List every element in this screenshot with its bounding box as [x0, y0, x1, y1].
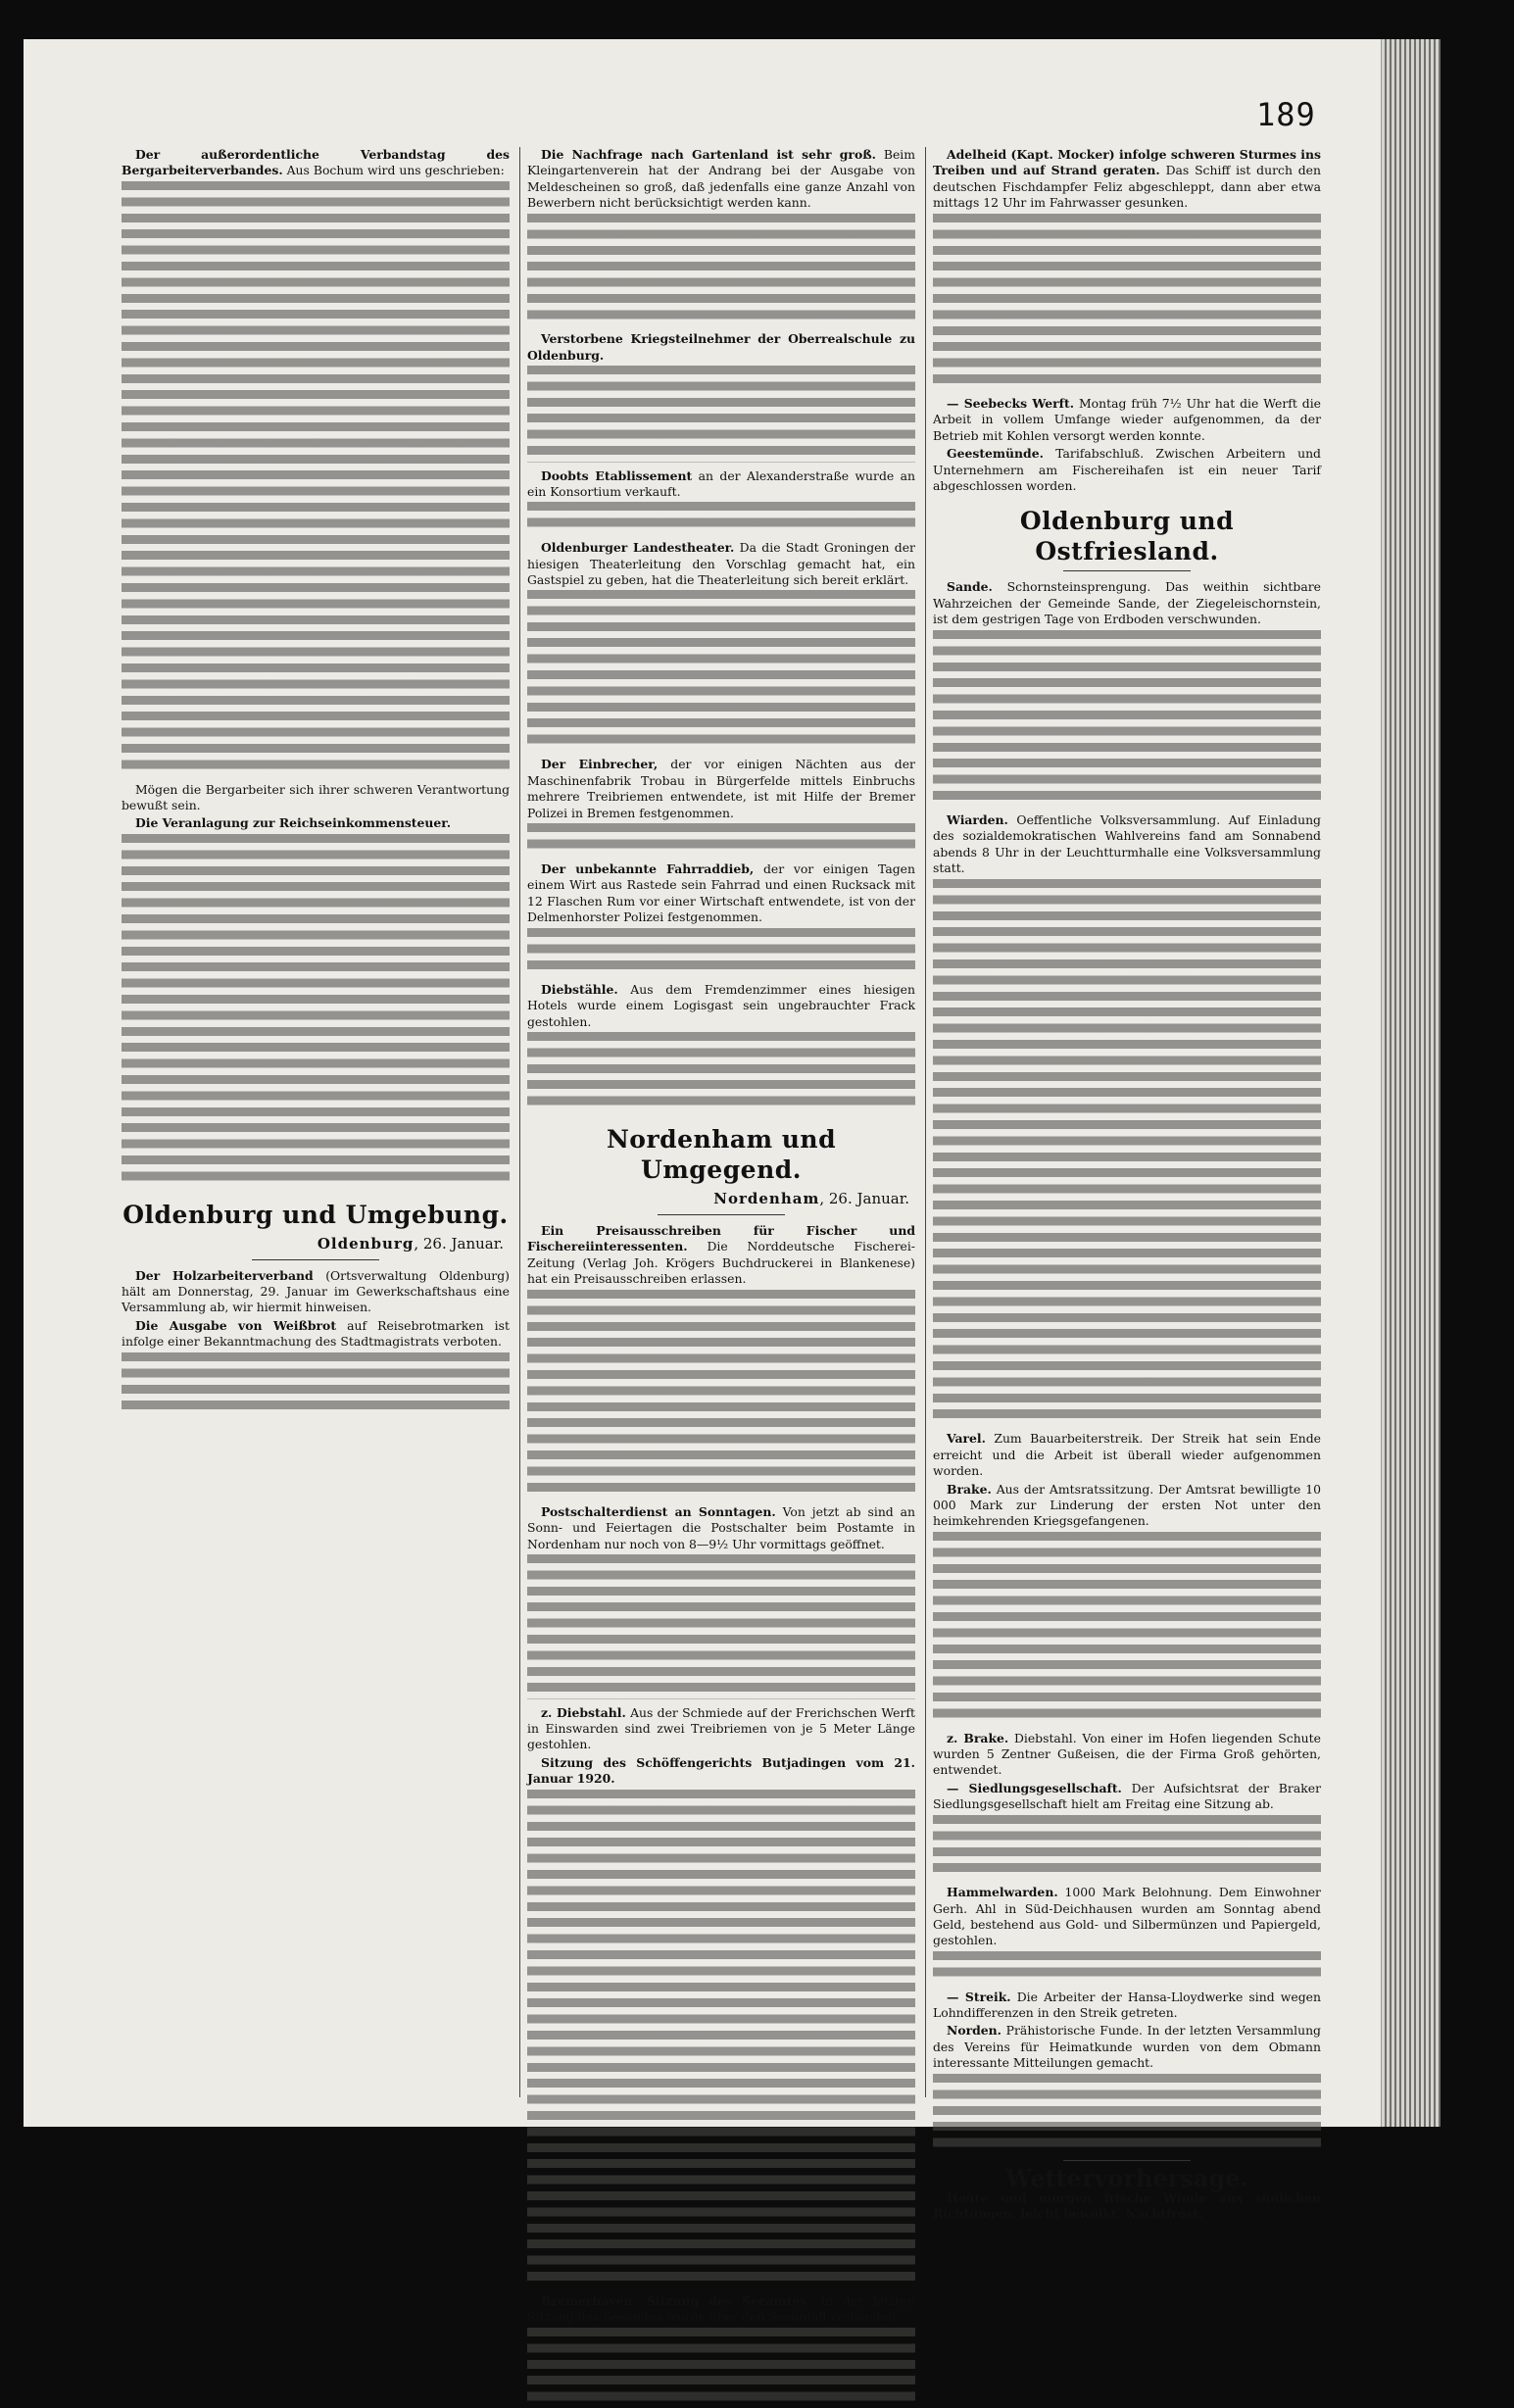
- article-paragraph: [933, 1990, 1321, 2022]
- article-lead: Varel.: [947, 1431, 986, 1447]
- article-lead: Der Einbrecher,: [541, 757, 659, 772]
- article-text: Diebstahl. Von einer im Hofen liegenden Schute wurden 5 Zentner Gußeisen, die der Firma Groß gehörten, entwendet.: [933, 1730, 1321, 1778]
- article-text: Mögen die Bergarbeiter sich ihrer schweren Verantwortung bewußt sein.: [122, 781, 510, 813]
- article-text: Die Arbeiter der Hansa-Lloydwerke sind wegen Lohndifferenzen in den Streik getreten.: [933, 1989, 1321, 2020]
- article-paragraph: [527, 147, 915, 212]
- illegible-text-block: [933, 1532, 1321, 1725]
- column-middle: [527, 147, 915, 2325]
- article-text: der vor einigen Tagen einem Wirt aus Rastede sein Fahrrad und einen Rucksack mit 12 Flaschen Rum vor einer Wirtschaft entwendete, ist von der Delmenhorster Polizei festgenommen.: [527, 860, 915, 925]
- weather-heading: Wettervorhersage.: [1005, 2163, 1248, 2192]
- section-rule: [1063, 2160, 1191, 2161]
- section-dateline: [122, 1234, 504, 1253]
- article-lead: Der außerordentliche Verbandstag des Bergarbeiterverbandes.: [122, 147, 510, 178]
- illegible-text-block: [527, 2328, 915, 2408]
- article-text: Aus der Amtsratssitzung. Der Amtsrat bewilligte 10 000 Mark zur Linderung der ersten Not unter den heimkehrenden Kriegsgefangenen.: [933, 1481, 1321, 1529]
- article-text: Das Schiff ist durch den deutschen Fischdampfer Feliz abgeschleppt, dann aber etwa mittags 12 Uhr im Fahrwasser gesunken.: [933, 163, 1321, 211]
- illegible-text-block: [527, 1290, 915, 1499]
- article-lead: Postschalterdienst an Sonntagen.: [541, 1503, 776, 1519]
- article-lead: Verstorbene Kriegsteilnehmer der Oberrealschule zu Oldenburg.: [527, 331, 915, 363]
- article-paragraph: [933, 579, 1321, 627]
- article-paragraph: [527, 1504, 915, 1552]
- section-rule: [1063, 570, 1191, 571]
- article-text: Prähistorische Funde. In der letzten Versammlung des Vereins für Heimatkunde wurden von dem Obmann interessante Mitteilungen gemacht.: [933, 2023, 1321, 2071]
- article-paragraph: [933, 396, 1321, 444]
- article-lead: Diebstähle.: [541, 981, 618, 997]
- article-lead: Geestemünde.: [947, 446, 1044, 462]
- article-paragraph: [527, 540, 915, 588]
- article-paragraph: [933, 1482, 1321, 1530]
- weather-forecast: Heute und morgen frische Winde aus südlichen Richtungen, leicht bewölkt, Nachtfrost.: [933, 2190, 1321, 2222]
- article-paragraph: [527, 861, 915, 926]
- illegible-text-block: [122, 181, 510, 776]
- illegible-text-block: [527, 1790, 915, 2287]
- article-paragraph: [527, 757, 915, 821]
- article-lead: Oldenburger Landestheater.: [541, 540, 735, 556]
- article-lead: Hammelwarden.: [947, 1885, 1058, 1900]
- section-heading: Oldenburg und Umgebung.: [122, 1200, 509, 1229]
- article-text: Tarifabschluß. Zwischen Arbeitern und Unternehmern am Fischereihafen ist ein neuer Tarif abgeschlossen worden.: [933, 446, 1321, 494]
- article-lead: Sitzung des Schöffengerichts Butjadingen vom 21. Januar 1920.: [527, 1754, 915, 1787]
- dateline-place: Nordenham: [713, 1189, 820, 1207]
- article-lead: Der unbekannte Fahrraddieb,: [541, 860, 755, 876]
- article-lead: — Siedlungsgesellschaft.: [947, 1780, 1122, 1795]
- article-text: In der letzten Sitzung des Seeamtes wurde über den Seeunfall verhandelt.: [527, 2292, 915, 2325]
- illegible-text-block: [527, 502, 915, 534]
- article-paragraph: [122, 782, 510, 814]
- article-lead: — Seebecks Werft.: [947, 396, 1075, 412]
- article-lead: Brake.: [947, 1481, 992, 1497]
- column-divider: [925, 147, 926, 2097]
- illegible-text-block: [933, 214, 1321, 390]
- dateline-date: , 26. Januar.: [819, 1189, 909, 1207]
- article-text: Aus dem Fremdenzimmer eines hiesigen Hotels wurde einem Logisgast sein ungebrauchter Frack gestohlen.: [527, 981, 915, 1029]
- illegible-text-block: [527, 1554, 915, 1699]
- article-text: Oeffentliche Volksversammlung. Auf Einladung des sozialdemokratischen Wahlvereins fand am Sonnabend abends 8 Uhr in der Leuchtturmhalle eine Volksversammlung statt.: [933, 812, 1321, 876]
- article-paragraph: [933, 1731, 1321, 1779]
- article-paragraph: [527, 1705, 915, 1753]
- article-lead: Die Veranlagung zur Reichseinkommensteuer.: [135, 815, 452, 831]
- article-text: Zum Bauarbeiterstreik. Der Streik hat sein Ende erreicht und die Arbeit ist überall wieder aufgenommen worden.: [933, 1431, 1321, 1479]
- page-edges: [1382, 39, 1441, 2127]
- dateline-date: , 26. Januar.: [414, 1234, 504, 1253]
- illegible-text-block: [933, 630, 1321, 807]
- column-divider: [519, 147, 520, 2097]
- article-lead: Adelheid (Kapt. Mocker) infolge schweren Sturmes ins Treiben und auf Strand geraten.: [933, 147, 1321, 178]
- article-text: Da die Stadt Groningen der hiesigen Theaterleitung den Vorschlag gemacht hat, ein Gastspiel zu geben, hat die Theaterleitung sich bereit erklärt.: [527, 540, 915, 588]
- article-text: Schornsteinsprengung. Das weithin sichtbare Wahrzeichen der Gemeinde Sande, der Ziegeleischornstein, ist dem gestrigen Tage von Erdboden verschwunden.: [933, 579, 1321, 627]
- article-text: Aus Bochum wird uns geschrieben:: [286, 163, 505, 178]
- section-rule: [252, 1259, 379, 1260]
- illegible-text-block: [527, 590, 915, 751]
- article-text: 1000 Mark Belohnung. Dem Einwohner Gerh. Ahl in Süd-Deichhausen wurden am Sonntag abend Geld, bestehend aus Gold- und Silbermünzen und Papiergeld, gestohlen.: [933, 1885, 1321, 1948]
- article-paragraph: [933, 1781, 1321, 1813]
- article-lead: Doobts Etablissement: [541, 467, 693, 483]
- illegible-text-block: [122, 1352, 510, 1417]
- article-text: an der Alexanderstraße wurde an ein Konsortium verkauft.: [527, 467, 915, 500]
- article-text: (Ortsverwaltung Oldenburg) hält am Donnerstag, 29. Januar im Gewerkschaftshaus eine Versammlung ab, wir hiermit hinweisen.: [122, 1267, 510, 1315]
- article-paragraph: [122, 1268, 510, 1316]
- article-text: Der Aufsichtsrat der Braker Siedlungsgesellschaft hielt am Freitag eine Sitzung ab.: [933, 1780, 1321, 1812]
- article-paragraph: [122, 1318, 510, 1351]
- article-paragraph: [527, 982, 915, 1030]
- article-text: Aus der Schmiede auf der Frerichschen Werft in Einswarden sind zwei Treibriemen von je 5 Meter Länge gestohlen.: [527, 1704, 915, 1752]
- article-text: Von jetzt ab sind an Sonn- und Feiertagen die Postschalter beim Postamte in Nordenham nur noch von 8—9½ Uhr vormittags geöffnet.: [527, 1503, 915, 1551]
- article-lead: Der Holzarbeiterverband: [135, 1267, 314, 1283]
- article-lead: — Streik.: [947, 1989, 1011, 2004]
- illegible-text-block: [527, 366, 915, 462]
- article-text: der vor einigen Nächten aus der Maschinenfabrik Trobau in Bürgerfelde mittels Einbruchs mehrere Treibriemen entwendete, ist mit Hilfe der Bremer Polizei in Bremen festgenommen.: [527, 757, 915, 820]
- section-rule: [658, 1214, 785, 1215]
- illegible-text-block: [122, 834, 510, 1188]
- article-lead: Wiarden.: [947, 812, 1008, 828]
- illegible-text-block: [527, 928, 915, 976]
- article-paragraph: [527, 468, 915, 501]
- illegible-text-block: [933, 2074, 1321, 2154]
- section-heading: Nordenham und Umgegend.: [606, 1124, 837, 1184]
- newspaper-page: [24, 39, 1385, 2325]
- article-lead: Die Nachfrage nach Gartenland ist sehr groß.: [541, 147, 876, 162]
- article-paragraph: [933, 1431, 1321, 1479]
- article-paragraph: [933, 812, 1321, 877]
- article-paragraph: [527, 331, 915, 364]
- article-text: auf Reisebrotmarken ist infolge einer Bekanntmachung des Stadtmagistrats verboten.: [122, 1317, 510, 1350]
- article-lead: Ein Preisausschreiben für Fischer und Fischereiinteressenten.: [527, 1222, 915, 1254]
- section-heading: Oldenburg und Ostfriesland.: [1019, 507, 1235, 566]
- article-lead: z. Brake.: [947, 1730, 1009, 1745]
- article-paragraph: [122, 815, 510, 831]
- article-paragraph: [933, 446, 1321, 494]
- section-dateline: [527, 1189, 909, 1208]
- article-lead: z. Diebstahl.: [541, 1704, 626, 1720]
- illegible-text-block: [527, 214, 915, 326]
- article-paragraph: [527, 2293, 915, 2326]
- article-paragraph: [933, 147, 1321, 212]
- article-lead: Sande.: [947, 579, 993, 595]
- article-paragraph: [122, 147, 510, 179]
- article-paragraph: [527, 1223, 915, 1288]
- article-lead: Norden.: [947, 2023, 1001, 2039]
- page-number: 189: [1256, 96, 1316, 133]
- illegible-text-block: [933, 1951, 1321, 1984]
- article-lead: Bremerhaven. Sitzung des Seeamtes.: [541, 2292, 811, 2308]
- article-paragraph: [933, 2023, 1321, 2071]
- article-paragraph: [527, 1755, 915, 1788]
- illegible-text-block: [527, 823, 915, 856]
- column-right: [933, 147, 1321, 2222]
- dateline-place: Oldenburg: [317, 1234, 415, 1253]
- article-lead: Die Ausgabe von Weißbrot: [135, 1317, 337, 1333]
- illegible-text-block: [933, 879, 1321, 1426]
- article-paragraph: [933, 1885, 1321, 1949]
- article-text: Die Norddeutsche Fischerei-Zeitung (Verlag Joh. Krögers Buchdruckerei in Blankenese) hat ein Preisausschreiben erlassen.: [527, 1239, 915, 1287]
- column-left: [122, 147, 510, 2107]
- article-text: Beim Kleingartenverein hat der Andrang bei der Ausgabe von Meldescheinen so groß, daß jedenfalls eine ganze Anzahl von Bewerbern nicht berücksichtigt werden kann.: [527, 147, 915, 211]
- article-text: Montag früh 7½ Uhr hat die Werft die Arbeit in vollem Umfange wieder aufgenommen, da der Betrieb mit Kohlen versorgt werden konnte.: [933, 396, 1321, 443]
- illegible-text-block: [527, 1032, 915, 1112]
- illegible-text-block: [933, 1815, 1321, 1880]
